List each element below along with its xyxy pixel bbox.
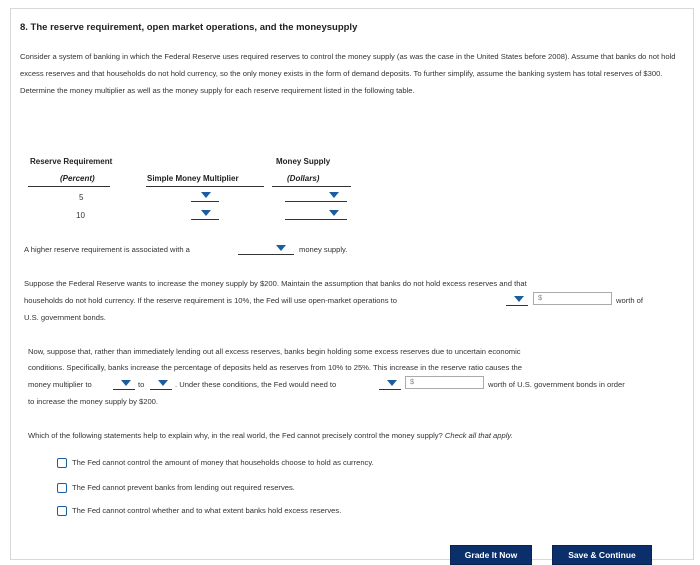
p3-l3-b: to bbox=[138, 380, 145, 389]
chevron-down-icon bbox=[201, 210, 211, 216]
header-rule bbox=[272, 186, 351, 187]
row-5-reserve: 5 bbox=[79, 193, 84, 202]
chevron-down-icon bbox=[201, 192, 211, 198]
chevron-down-icon bbox=[329, 192, 339, 198]
save-continue-button[interactable]: Save & Continue bbox=[552, 545, 652, 565]
col-money-header: Money Supply bbox=[276, 157, 331, 166]
p3-line2: conditions. Specifically, banks increase the percentage of deposits held as reserves from 10% to 25%. This increase in the reserve ratio causes the bbox=[28, 363, 522, 372]
p3-l3-d: worth of U.S. government bonds in order bbox=[488, 380, 625, 389]
option-3-label[interactable]: The Fed cannot control whether and to what extent banks hold excess reserves. bbox=[72, 506, 342, 515]
p2-worth-of: worth of bbox=[616, 296, 644, 305]
chevron-down-icon bbox=[387, 380, 397, 386]
multiplier-to-dropdown[interactable] bbox=[150, 378, 172, 390]
multiplier-dropdown-5[interactable] bbox=[191, 190, 219, 202]
p2-line3: U.S. government bonds. bbox=[24, 313, 106, 322]
option-2-label[interactable]: The Fed cannot prevent banks from lending out required reserves. bbox=[72, 483, 295, 492]
p2-line1: Suppose the Federal Reserve wants to increase the money supply by $200. Maintain the assumption that banks do not hold excess reserves and that bbox=[24, 279, 527, 288]
multiplier-dropdown-10[interactable] bbox=[191, 208, 219, 220]
bond-amount-input-2[interactable] bbox=[405, 376, 484, 389]
buy-sell-dropdown-1[interactable] bbox=[506, 294, 528, 306]
buy-sell-dropdown-2[interactable] bbox=[379, 378, 401, 390]
col-reserve-header: Reserve Requirement bbox=[30, 157, 113, 166]
col-reserve-sub: (Percent) bbox=[60, 174, 95, 183]
p3-l3-a: money multiplier to bbox=[28, 380, 92, 389]
option-1-label[interactable]: The Fed cannot control the amount of money that households choose to hold as currency. bbox=[72, 458, 374, 467]
row-10-reserve: 10 bbox=[76, 211, 85, 220]
multiplier-from-dropdown[interactable] bbox=[113, 378, 135, 390]
money-supply-dropdown-5[interactable] bbox=[285, 190, 347, 202]
p2-line2: households do not hold currency. If the reserve requirement is 10%, the Fed will use open-market operations to bbox=[24, 296, 397, 305]
check-all-note: Check all that apply. bbox=[444, 431, 513, 440]
dollar-sign: $ bbox=[538, 293, 543, 302]
chevron-down-icon bbox=[276, 245, 286, 251]
col-money-sub: (Dollars) bbox=[287, 174, 320, 183]
option-2-checkbox[interactable] bbox=[57, 483, 67, 493]
chevron-down-icon bbox=[329, 210, 339, 216]
higher-lower-dropdown[interactable] bbox=[238, 243, 294, 255]
p3-l3-c: . Under these conditions, the Fed would need to bbox=[175, 380, 337, 389]
check-question-prompt bbox=[28, 431, 513, 440]
option-3-checkbox[interactable] bbox=[57, 506, 67, 516]
p3-line4: to increase the money supply by $200. bbox=[28, 397, 159, 406]
question-title: 8. The reserve requirement, open market operations, and the moneysupply bbox=[20, 22, 358, 33]
chevron-down-icon bbox=[121, 380, 131, 386]
header-rule bbox=[28, 186, 110, 187]
chevron-down-icon bbox=[514, 296, 524, 302]
chevron-down-icon bbox=[158, 380, 168, 386]
money-supply-dropdown-10[interactable] bbox=[285, 208, 347, 220]
bond-amount-input-1[interactable] bbox=[533, 292, 612, 305]
dollar-sign: $ bbox=[410, 377, 415, 386]
intro-paragraph: Consider a system of banking in which the Federal Reserve uses required reserves to control the money supply (as was the case in the United States before 2008). Assume that banks do not hold excess reserves and that households do not hold currency, so the only money exists in the form of demand deposits. To further simplify, assume the banking system has total reserves of $300. Determine the money multiplier as well as the money supply for each reserve requirement listed in the following table. bbox=[20, 52, 676, 95]
q1-text-after: money supply. bbox=[299, 245, 348, 254]
option-1-checkbox[interactable] bbox=[57, 458, 67, 468]
q1-text-before: A higher reserve requirement is associated with a bbox=[24, 245, 190, 254]
p3-line1: Now, suppose that, rather than immediately lending out all excess reserves, banks begin holding some excess reserves due to uncertain economic bbox=[28, 347, 521, 356]
grade-it-now-button[interactable]: Grade It Now bbox=[450, 545, 532, 565]
check-question-text: Which of the following statements help to explain why, in the real world, the Fed cannot precisely control the money supply? bbox=[28, 431, 443, 440]
header-rule bbox=[146, 186, 264, 187]
col-multiplier-header: Simple Money Multiplier bbox=[147, 174, 239, 183]
